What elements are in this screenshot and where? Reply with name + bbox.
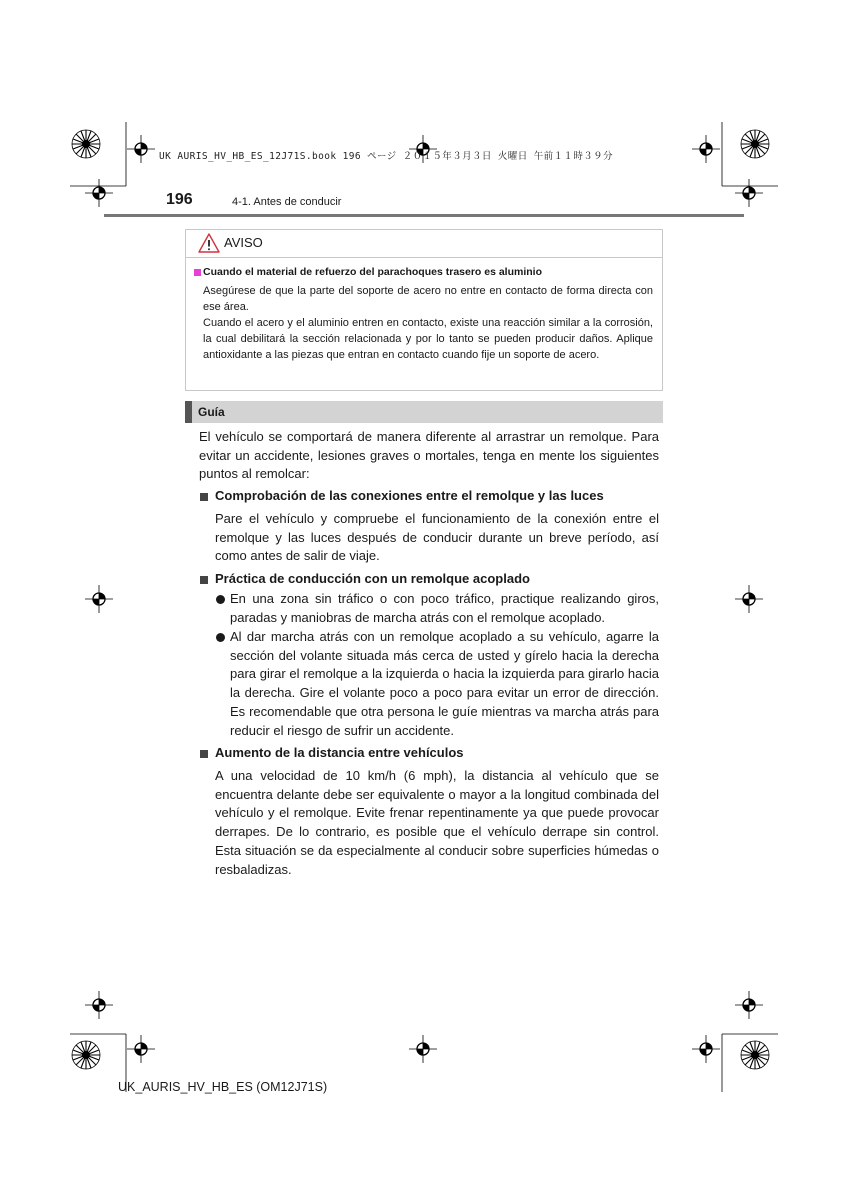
footer-code: UK_AURIS_HV_HB_ES (OM12J71S) (118, 1080, 328, 1094)
header-rule (104, 214, 744, 217)
warning-header (186, 230, 662, 258)
section-bullet-square (200, 750, 208, 758)
list-bullet-dot (216, 595, 225, 604)
warning-bullet-square (194, 269, 201, 276)
list-bullet-dot (216, 633, 225, 642)
page-number: 196 (166, 191, 193, 208)
warning-title: AVISO (224, 235, 263, 250)
section-heading: Aumento de la distancia entre vehículos (215, 745, 464, 760)
section-text: A una velocidad de 10 km/h (6 mph), la distancia al vehículo que se encuentra delante debe ser equivalente o mayor a la longitud combinada del vehículo y el remolque. Evite frenar repentinamente ya que puede provocar derrapes. De lo contrario, es posible que el vehículo derrape sin control. Esta situación se da especialmente al conducir sobre superficies húmedas o resbaladizas. (215, 768, 659, 877)
section-title: 4-1. Antes de conducir (232, 196, 342, 208)
guide-header-bar (185, 401, 663, 423)
list-item: En una zona sin tráfico o con poco tráfico, practique realizando giros, paradas y maniobras de marcha atrás con el remolque acoplado. (230, 591, 659, 625)
warning-heading: Cuando el material de refuerzo del parachoques trasero es aluminio (203, 266, 543, 278)
warning-paragraph: Cuando el acero y el aluminio entren en contacto, existe una reacción similar a la corrosión, la cual debilitará la sección relacionada y por lo tanto se pueden producir daños. Aplique antioxidante a las piezas que entran en contacto cuando fije un soporte de acero. (203, 317, 653, 361)
print-header: UK AURIS_HV_HB_ES_12J71S.book 196 ページ ２０１５年３月３日 火曜日 午前１１時３９分 (159, 151, 613, 162)
section-bullet-square (200, 576, 208, 584)
warning-triangle-icon (198, 233, 220, 253)
section-heading: Práctica de conducción con un remolque acoplado (215, 571, 530, 586)
warning-paragraph: Asegúrese de que la parte del soporte de acero no entre en contacto de forma directa con ese área. (203, 285, 653, 313)
section-heading: Comprobación de las conexiones entre el remolque y las luces (215, 488, 604, 503)
section-text: Pare el vehículo y compruebe el funcionamiento de la conexión entre el remolque y las luces después de conducir durante un breve período, así como antes de salir de viaje. (215, 511, 659, 564)
warning-box (185, 229, 663, 391)
guide-label: Guía (198, 405, 225, 419)
warning-text (203, 283, 653, 363)
section-bullet-square (200, 493, 208, 501)
guide-header-accent (185, 401, 192, 423)
list-item: Al dar marcha atrás con un remolque acoplado a su vehículo, agarre la sección del volante situada más cerca de usted y gírelo hacia la derecha para girar el remolque a la izquierda o hacia la izquierda para girarlo hacia la derecha. Gire el volante poco a poco para evitar un error de dirección. Es recomendable que otra persona le guíe mientras va marcha atrás para reducir el riesgo de sufrir un accidente. (230, 629, 659, 738)
guide-intro: El vehículo se comportará de manera diferente al arrastrar un remolque. Para evitar un accidente, lesiones graves o mortales, tenga en mente los siguientes puntos al remolcar: (199, 429, 659, 482)
